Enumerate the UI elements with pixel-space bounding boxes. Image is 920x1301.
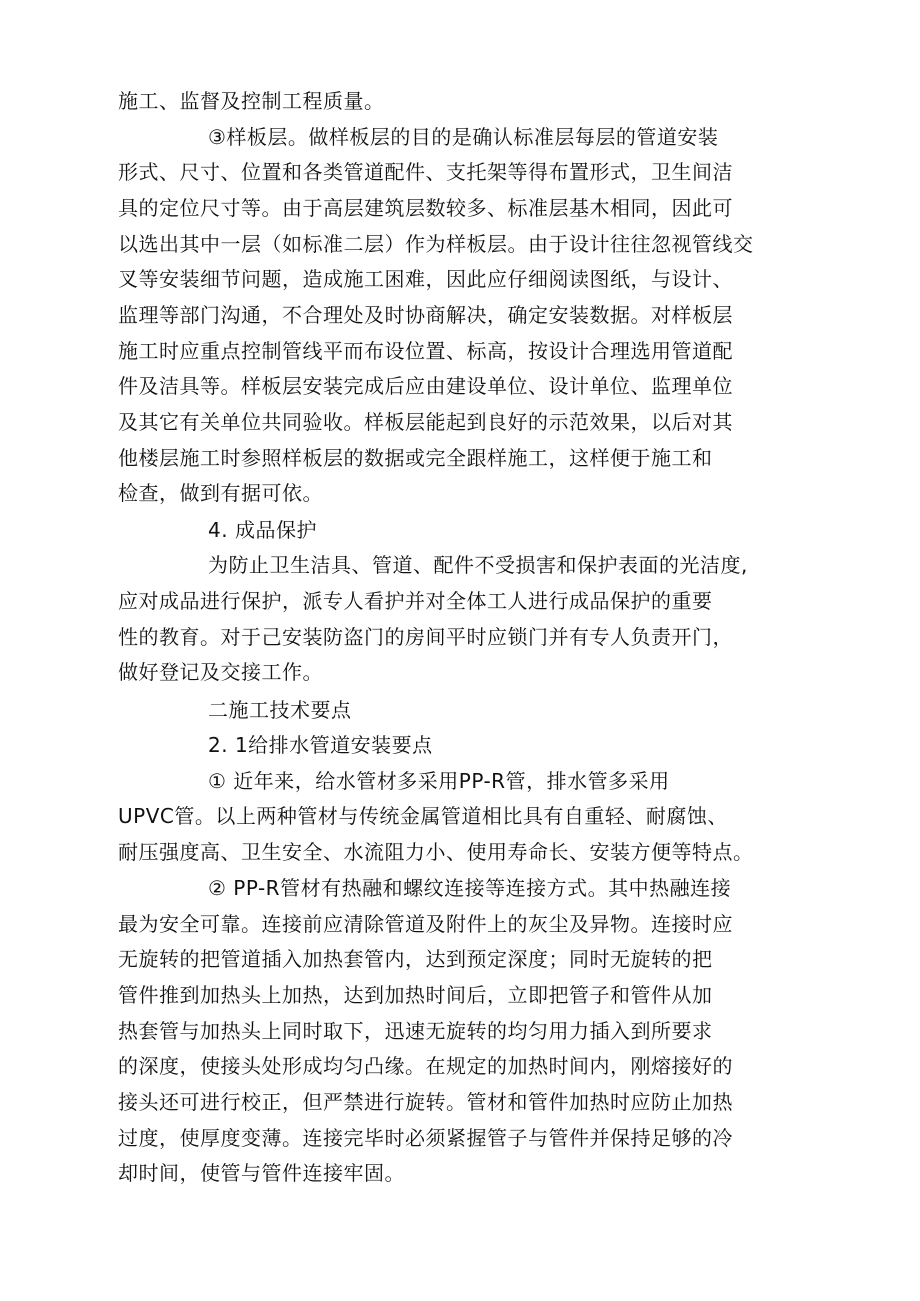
text-line: 施工时应重点控制管线平而布设位置、标高，按设计合理选用管道配 xyxy=(118,339,733,363)
text-line: 无旋转的把管道插入加热套管内，达到预定深度；同时无旋转的把 xyxy=(118,947,713,971)
text-line: 检查，做到有据可依。 xyxy=(118,481,323,505)
text-line: 耐压强度高、卫生安全、水流阻力小、使用寿命长、安装方便等特点。 xyxy=(118,840,754,864)
text-line: 叉等安装细节问题，造成施工困难，因此应仔细阅读图纸，与设计、 xyxy=(118,267,733,291)
text-line: ③样板层。做样板层的目的是确认标准层每层的管道安装 xyxy=(208,125,719,149)
text-line: 施工、监督及控制工程质量。 xyxy=(118,89,385,113)
text-line: 过度，使厚度变薄。连接完毕时必须紧握管子与管件并保持足够的冷 xyxy=(118,1126,733,1150)
text-line: 热套管与加热头上同时取下，迅速无旋转的均匀用力插入到所要求 xyxy=(118,1019,713,1043)
text-line: 接头还可进行校正，但严禁进行旋转。管材和管件加热时应防止加热 xyxy=(118,1090,733,1114)
text-line: 他楼层施工时参照样板层的数据或完全跟样施工，这样便于施工和 xyxy=(118,446,713,470)
section-heading: 4. 成品保护 xyxy=(208,518,317,542)
text-line: 应对成品进行保护，派专人看护并对全体工人进行成品保护的重要 xyxy=(118,589,713,613)
text-line: 形式、尺寸、位置和各类管道配件、支托架等得布置形式，卫生间洁 xyxy=(118,160,733,184)
text-line: 的深度，使接头处形成均匀凸缘。在规定的加热时间内，刚熔接好的 xyxy=(118,1054,733,1078)
section-heading: 二施工技术要点 xyxy=(208,698,352,722)
text-line: 却时间，使管与管件连接牢固。 xyxy=(118,1161,405,1185)
text-line: 件及洁具等。样板层安装完成后应由建设单位、设计单位、监理单位 xyxy=(118,374,733,398)
text-line: 以选出其中一层（如标准二层）作为样板层。由于设计往往忽视管线交 xyxy=(118,232,754,256)
text-line: 及其它有关单位共同验收。样板层能起到良好的示范效果，以后对其 xyxy=(118,410,733,434)
text-line: 监理等部门沟通，不合理处及时协商解决，确定安装数据。对样板层 xyxy=(118,303,733,327)
text-line: 最为安全可靠。连接前应清除管道及附件上的灰尘及异物。连接时应 xyxy=(118,912,733,936)
text-line: 管件推到加热头上加热，达到加热时间后，立即把管子和管件从加 xyxy=(118,983,713,1007)
subsection-heading: 2. 1给排水管道安装要点 xyxy=(208,733,433,757)
text-line: 做好登记及交接工作。 xyxy=(118,660,323,684)
text-line: UPVC管。以上两种管材与传统金属管道相比具有自重轻、耐腐蚀、 xyxy=(118,804,728,828)
text-line: ① 近年来，给水管材多采用PP-R管，排水管多采用 xyxy=(208,769,670,793)
text-line: 具的定位尺寸等。由于高层建筑层数较多、标准层基木相同，因此可 xyxy=(118,196,733,220)
text-line: 为防止卫生洁具、管道、配件不受损害和保护表面的光洁度, xyxy=(208,553,748,577)
text-line: 性的教育。对于己安装防盗门的房间平时应锁门并有专人负责开门， xyxy=(118,625,733,649)
text-line: ② PP-R管材有热融和螺纹连接等连接方式。其中热融连接 xyxy=(208,876,732,900)
